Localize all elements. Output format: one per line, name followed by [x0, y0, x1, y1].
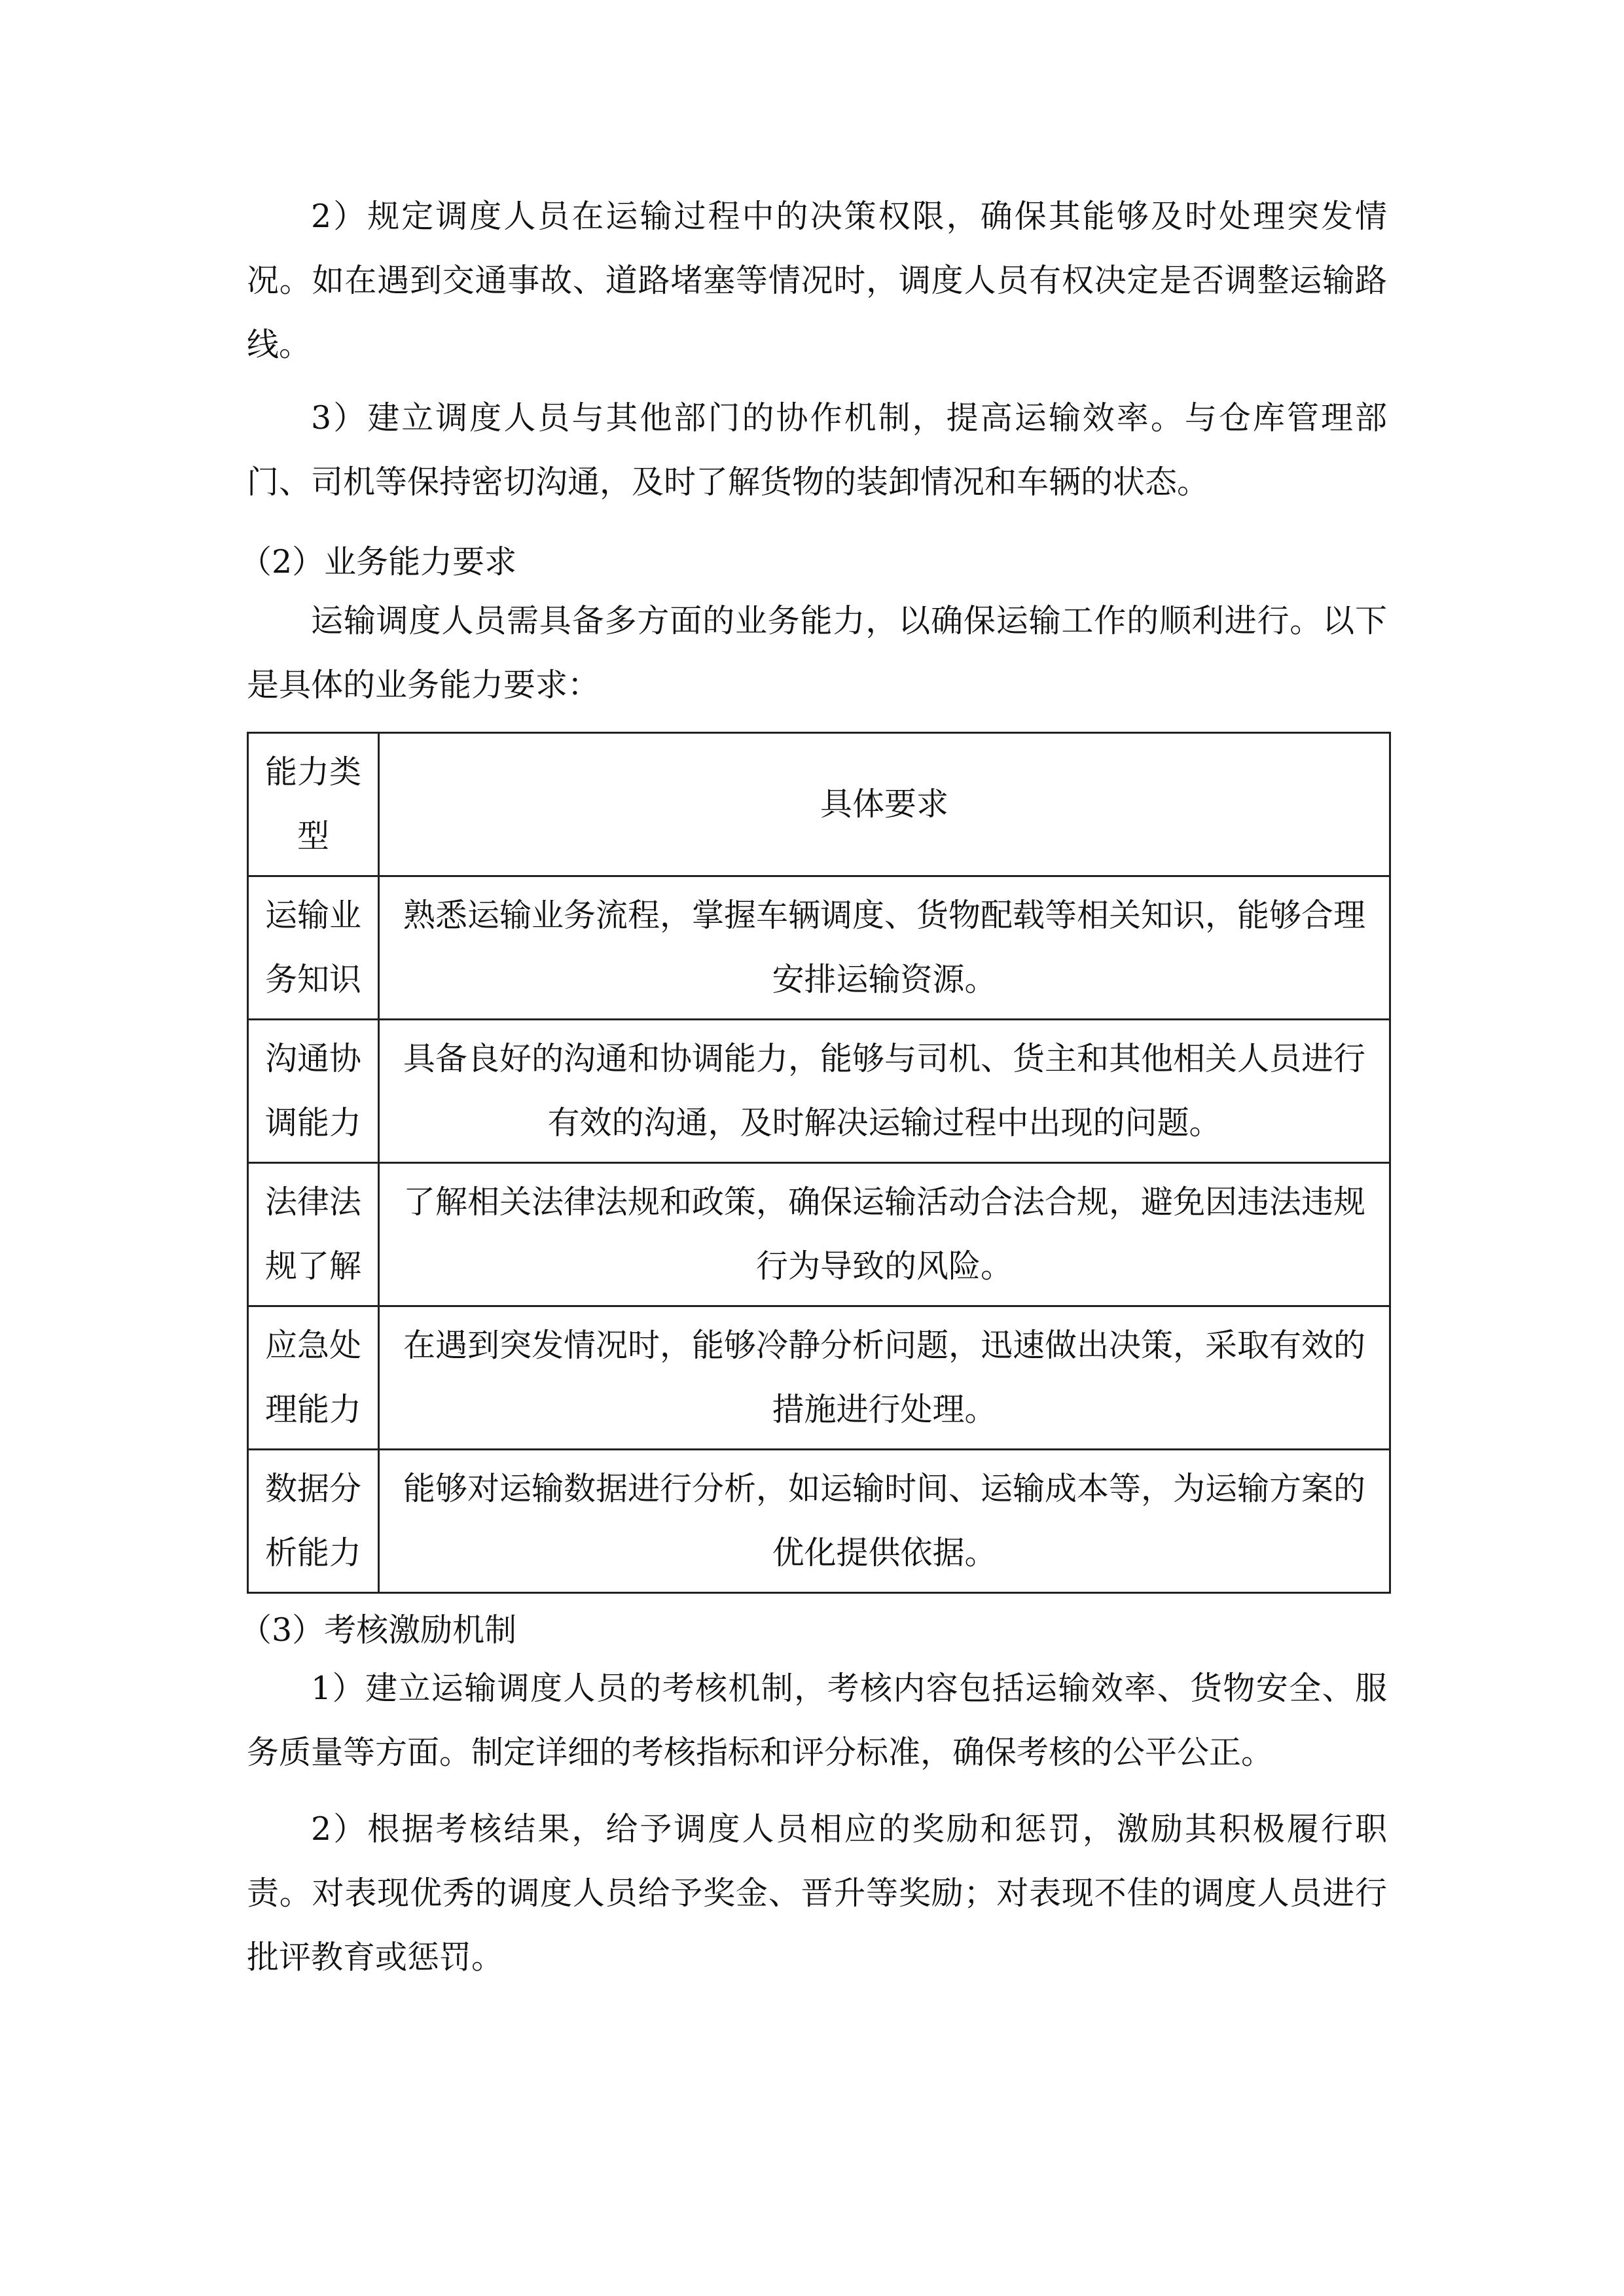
table-cell-requirement: 在遇到突发情况时，能够冷静分析问题，迅速做出决策，采取有效的措施进行处理。 — [379, 1306, 1390, 1450]
table-cell-type: 运输业务知识 — [248, 876, 379, 1020]
paragraph-collaboration: 3）建立调度人员与其他部门的协作机制，提高运输效率。与仓库管理部门、司机等保持密切沟通，及时了解货物的装卸情况和车辆的状态。 — [247, 399, 1387, 501]
section-heading-business-ability: （2）业务能力要求 — [240, 543, 517, 581]
table-row — [248, 1163, 1390, 1306]
paragraph-decision-authority: 2）规定调度人员在运输过程中的决策权限，确保其能够及时处理突发情况。如在遇到交通事故、道路堵塞等情况时，调度人员有权决定是否调整运输路线。 — [247, 198, 1387, 363]
table-row — [248, 876, 1390, 1020]
table-cell-requirement: 能够对运输数据进行分析，如运输时间、运输成本等，为运输方案的优化提供依据。 — [379, 1450, 1390, 1593]
table-row — [248, 1306, 1390, 1450]
paragraph-business-intro: 运输调度人员需具备多方面的业务能力，以确保运输工作的顺利进行。以下是具体的业务能力要求： — [247, 602, 1387, 704]
table-header-requirement: 具体要求 — [379, 733, 1390, 876]
ability-requirements-table — [247, 732, 1391, 1594]
table-header-row — [248, 733, 1390, 876]
table-row — [248, 1450, 1390, 1593]
table-cell-requirement: 熟悉运输业务流程，掌握车辆调度、货物配载等相关知识，能够合理安排运输资源。 — [379, 876, 1390, 1020]
section-heading-assessment: （3）考核激励机制 — [240, 1611, 517, 1649]
table-cell-type: 数据分析能力 — [248, 1450, 379, 1593]
paragraph-rewards-penalties: 2）根据考核结果，给予调度人员相应的奖励和惩罚，激励其积极履行职责。对表现优秀的调度人员给予奖金、晋升等奖励；对表现不佳的调度人员进行批评教育或惩罚。 — [247, 1810, 1387, 1976]
table-cell-type: 法律法规了解 — [248, 1163, 379, 1306]
table-cell-requirement: 具备良好的沟通和协调能力，能够与司机、货主和其他相关人员进行有效的沟通，及时解决运输过程中出现的问题。 — [379, 1020, 1390, 1163]
table-row — [248, 1020, 1390, 1163]
paragraph-assessment-mechanism: 1）建立运输调度人员的考核机制，考核内容包括运输效率、货物安全、服务质量等方面。制定详细的考核指标和评分标准，确保考核的公平公正。 — [247, 1670, 1387, 1771]
table-header-type: 能力类型 — [248, 733, 379, 876]
table-cell-type: 应急处理能力 — [248, 1306, 379, 1450]
table-cell-requirement: 了解相关法律法规和政策，确保运输活动合法合规，避免因违法违规行为导致的风险。 — [379, 1163, 1390, 1306]
table-cell-type: 沟通协调能力 — [248, 1020, 379, 1163]
